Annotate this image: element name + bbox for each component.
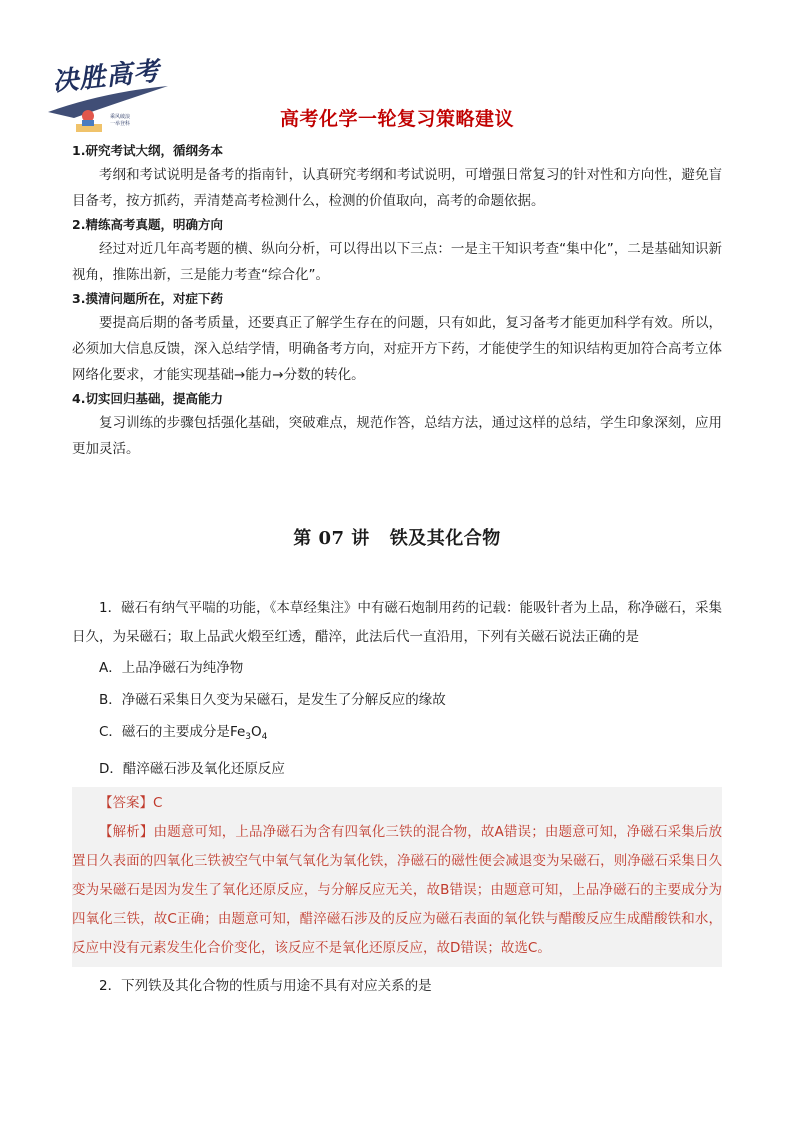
- section-heading: 4.切实回归基础，提高能力: [72, 391, 223, 406]
- option-b: B．净磁石采集日久变为呆磁石，是发生了分解反应的缘故: [99, 692, 446, 708]
- option-a: A．上品净磁石为纯净物: [99, 660, 244, 676]
- formula-o: O: [251, 724, 262, 740]
- question-stem: 1．磁石有纳气平喘的功能，《本草经集注》中有磁石炮制用药的记载：能吸针者为上品，称净磁石，采集日久，为呆磁石；取上品武火煅至红透，醋淬，此法后代一直沿用，下列有关磁石说法正确的是: [72, 600, 722, 645]
- option-d: D．醋淬磁石涉及氧化还原反应: [99, 761, 285, 777]
- analysis-text: 【解析】由题意可知，上品净磁石为含有四氧化三铁的混合物，故A错误；由题意可知，净磁石采集后放置日久表面的四氧化三铁被空气中氧气氧化为氧化铁，净磁石的磁性便会减退变为呆磁石，则净磁石采集日久变为呆磁石是因为发生了氧化还原反应，与分解反应无关，故B错误；由题意可知，上品净磁石的主要成分为四氧化三铁，故C正确；由题意可知，醋淬磁石涉及的反应为磁石表面的氧化铁与醋酸反应生成醋酸铁和水，反应中没有元素发生化合价变化，该反应不是氧化还原反应，故D错误；故选C。: [72, 824, 722, 956]
- formula-fe: Fe: [229, 724, 246, 740]
- section-body: 复习训练的步骤包括强化基础，突破难点，规范作答，总结方法，通过这样的总结，学生印象深刻，应用更加灵活。: [72, 415, 722, 457]
- formula-fe-subscript: 3: [245, 732, 252, 742]
- section-heading: 1.研究考试大纲，循纲务本: [72, 143, 223, 158]
- strategy-sections: [72, 140, 722, 462]
- section-body: 考纲和考试说明是备考的指南针，认真研究考纲和考试说明，可增强日常复习的针对性和方向性，避免盲目备考，按方抓药，弄清楚高考检测什么，检测的价值取向，高考的命题依据。: [72, 167, 722, 209]
- lecture-number: 第 07 讲: [293, 528, 370, 549]
- option-c-text: C．磁石的主要成分是: [99, 724, 230, 740]
- section-2: [72, 214, 722, 288]
- section-body: 要提高后期的备考质量，还要真正了解学生存在的问题，只有如此，复习备考才能更加科学有效。所以，必须加大信息反馈，深入总结学情，明确备考方向，对症开方下药，才能使学生的知识结构更加符合高考立体网络化要求，才能实现基础→能力→分数的转化。: [72, 315, 722, 383]
- section-1: [72, 140, 722, 214]
- logo-tagline-2: 一举登科: [110, 121, 131, 127]
- lecture-heading: [0, 524, 794, 550]
- answer-text: 【答案】C: [99, 795, 163, 811]
- formula-o-subscript: 4: [261, 732, 268, 742]
- option-c: [72, 716, 722, 753]
- answer-box: [72, 787, 722, 967]
- section-heading: 2.精练高考真题，明确方向: [72, 217, 223, 232]
- logo-tagline-1: 乘风破浪: [110, 114, 131, 120]
- lecture-topic: 铁及其化合物: [389, 528, 501, 549]
- logo-text: 决胜高考: [50, 56, 162, 98]
- page-title: 高考化学一轮复习策略建议: [279, 108, 514, 130]
- section-body: 经过对近几年高考题的横、纵向分析，可以得出以下三点：一是主干知识考查“集中化”，二是基础知识新视角，推陈出新，三是能力考查“综合化”。: [72, 241, 722, 283]
- question-2-stem: 2．下列铁及其化合物的性质与用途不具有对应关系的是: [99, 978, 432, 994]
- section-heading: 3.摸清问题所在，对症下药: [72, 291, 223, 306]
- question-1: [72, 594, 722, 1001]
- section-3: [72, 288, 722, 388]
- section-4: [72, 388, 722, 462]
